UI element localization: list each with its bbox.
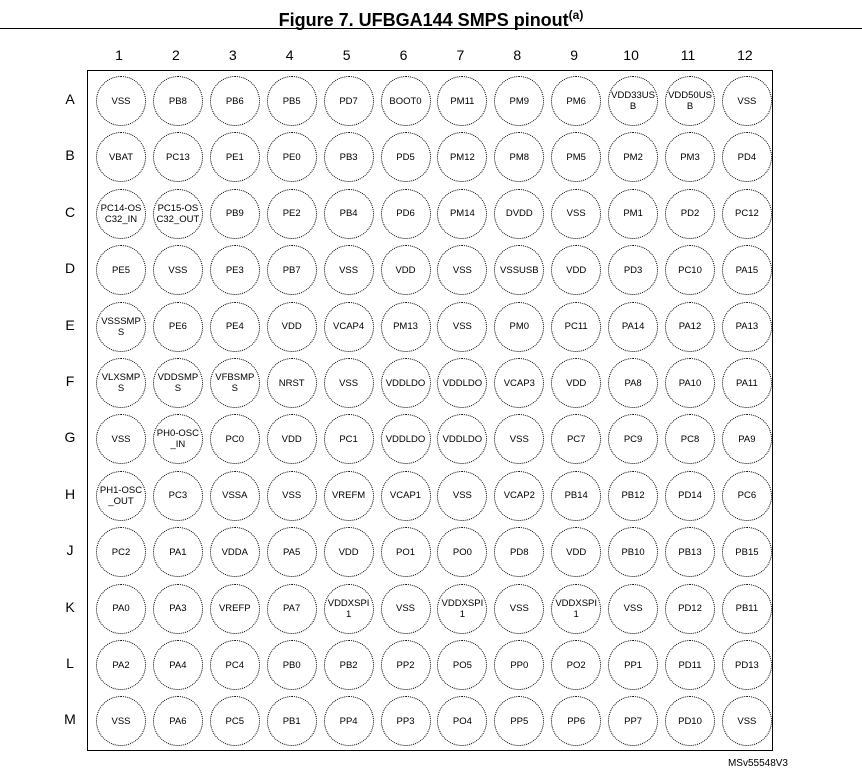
- ball-label: VSS: [737, 95, 757, 107]
- ball-L1: [96, 640, 146, 690]
- ball-label: VDDLDO: [442, 377, 483, 389]
- ball-E3: [210, 302, 260, 352]
- ball-A5: [324, 76, 374, 126]
- row-label-L: L: [66, 655, 74, 671]
- row-label-M: M: [64, 711, 76, 728]
- ball-label: VCAP4: [333, 321, 365, 333]
- ball-label: VLXSMPS: [101, 372, 141, 394]
- ball-F5: [324, 358, 374, 408]
- ball-E9: [551, 302, 601, 352]
- ball-label: PC14-OSC32_IN: [100, 202, 142, 225]
- ball-E11: [665, 302, 715, 352]
- ball-L9: [551, 640, 601, 690]
- ball-C6: [381, 189, 431, 239]
- ball-label: PE3: [225, 264, 244, 276]
- ball-label: PA4: [169, 659, 187, 671]
- ball-A6: [381, 76, 431, 126]
- ball-F11: [665, 358, 715, 408]
- ball-label: PB3: [339, 151, 358, 163]
- row-label-B: B: [65, 147, 75, 164]
- ball-label: VSS: [339, 377, 359, 389]
- ball-label: PC8: [680, 433, 700, 445]
- ball-label: PP3: [396, 715, 415, 727]
- ball-F6: [381, 358, 431, 408]
- ball-label: VSS: [111, 715, 131, 727]
- ball-D2: [153, 245, 203, 295]
- ball-B12: [722, 132, 772, 182]
- ball-J2: [153, 527, 203, 577]
- column-number-12: 12: [737, 47, 753, 63]
- ball-label: PM3: [680, 151, 700, 163]
- ball-label: PD3: [623, 264, 643, 276]
- ball-label: VDD: [395, 264, 416, 276]
- ball-label: VDDXSPI1: [441, 597, 484, 620]
- ball-E5: [324, 302, 374, 352]
- ball-label: PE5: [112, 264, 130, 276]
- ball-D4: [267, 245, 317, 295]
- ball-K3: [210, 584, 260, 634]
- ball-C10: [608, 189, 658, 239]
- ball-K2: [153, 584, 203, 634]
- ball-label: PA12: [678, 321, 702, 333]
- ball-label: PB1: [282, 715, 301, 727]
- ball-C11: [665, 189, 715, 239]
- ball-label: PD6: [396, 208, 415, 220]
- column-number-11: 11: [680, 47, 696, 63]
- ball-label: NRST: [278, 377, 305, 389]
- ball-label: VDD: [566, 377, 587, 389]
- ball-F3: [210, 358, 260, 408]
- ball-label: PP0: [510, 659, 529, 671]
- ball-label: PA15: [735, 264, 759, 276]
- ball-K11: [665, 584, 715, 634]
- ball-label: VSS: [452, 321, 472, 333]
- ball-label: VSS: [395, 603, 415, 615]
- row-label-F: F: [65, 373, 75, 389]
- ball-E7: [437, 302, 487, 352]
- ball-label: PB7: [282, 264, 301, 276]
- ball-label: PM11: [450, 95, 475, 107]
- ball-label: VDDLDO: [385, 433, 426, 445]
- ball-label: PA3: [169, 603, 187, 615]
- ball-H3: [210, 471, 260, 521]
- ball-label: PA5: [283, 546, 301, 558]
- ball-L5: [324, 640, 374, 690]
- column-number-5: 5: [342, 47, 351, 63]
- ball-C7: [437, 189, 487, 239]
- ball-H11: [665, 471, 715, 521]
- ball-L2: [153, 640, 203, 690]
- ball-D3: [210, 245, 260, 295]
- ball-J3: [210, 527, 260, 577]
- ball-E4: [267, 302, 317, 352]
- ball-label: VDDA: [221, 546, 248, 558]
- column-number-2: 2: [171, 47, 180, 63]
- ball-label: PP6: [567, 715, 586, 727]
- ball-label: VDDLDO: [442, 433, 483, 445]
- ball-label: PP5: [510, 715, 529, 727]
- row-label-C: C: [64, 203, 76, 220]
- ball-label: PE1: [225, 151, 244, 163]
- ball-M6: [381, 696, 431, 746]
- ball-label: PD2: [680, 208, 700, 220]
- ball-label: PM14: [449, 208, 475, 220]
- ball-label: PO2: [566, 659, 586, 671]
- ball-label: VSS: [623, 603, 643, 615]
- ball-label: PB14: [564, 490, 588, 502]
- ball-label: VSS: [509, 433, 529, 445]
- ball-label: PB11: [735, 603, 759, 615]
- ball-label: PC7: [566, 433, 586, 445]
- ball-L3: [210, 640, 260, 690]
- ball-label: VBAT: [108, 151, 134, 163]
- ball-label: PA1: [169, 546, 187, 558]
- ball-label: PC9: [623, 433, 643, 445]
- ball-label: PD11: [678, 659, 702, 671]
- ball-label: PA7: [283, 603, 301, 615]
- ball-K5: [324, 584, 374, 634]
- ball-J12: [722, 527, 772, 577]
- ball-label: PM1: [623, 208, 643, 220]
- ball-label: VSSSMPS: [101, 315, 141, 338]
- ball-label: PM12: [449, 151, 475, 163]
- ball-label: PA9: [738, 433, 756, 445]
- ball-label: VDD50USB: [668, 90, 712, 112]
- ball-label: PC4: [225, 659, 245, 671]
- ball-D6: [381, 245, 431, 295]
- ball-label: PA10: [678, 377, 702, 389]
- ball-E12: [722, 302, 772, 352]
- ball-C1: [96, 189, 146, 239]
- ball-label: VSS: [168, 264, 188, 276]
- ball-label: PB10: [621, 546, 645, 558]
- ball-K4: [267, 584, 317, 634]
- ball-H9: [551, 471, 601, 521]
- ball-label: PH1-OSC_OUT: [99, 484, 143, 507]
- ball-label: PB9: [225, 208, 244, 220]
- column-number-1: 1: [115, 47, 123, 63]
- column-number-8: 8: [513, 47, 522, 63]
- ball-label: VFBSMPS: [215, 372, 255, 394]
- ball-label: PC0: [225, 433, 245, 445]
- column-number-3: 3: [228, 47, 237, 63]
- ball-label: PE2: [282, 208, 301, 220]
- figure-reference: MSv55548V3: [727, 758, 788, 769]
- ball-label: PA13: [735, 321, 759, 333]
- row-label-E: E: [65, 316, 75, 333]
- ball-label: PB12: [621, 490, 645, 502]
- ball-label: PB15: [735, 546, 759, 558]
- ball-label: PP1: [624, 659, 643, 671]
- figure-title-text: Figure 7. UFBGA144 SMPS pinout: [278, 10, 569, 30]
- ball-label: VREFP: [218, 603, 251, 615]
- ball-label: PC5: [225, 715, 245, 727]
- ball-label: VDD: [281, 321, 302, 333]
- figure-title: [0, 4, 862, 31]
- ball-E10: [608, 302, 658, 352]
- ball-D5: [324, 245, 374, 295]
- ball-L4: [267, 640, 317, 690]
- ball-label: VDDSMPS: [157, 372, 199, 394]
- ball-D11: [665, 245, 715, 295]
- ball-label: PD14: [678, 490, 702, 502]
- ball-label: VSS: [509, 603, 529, 615]
- ball-label: PB4: [339, 208, 358, 220]
- ball-label: PP7: [624, 715, 643, 727]
- ball-B4: [267, 132, 317, 182]
- ball-label: VREFM: [331, 490, 366, 502]
- ball-J4: [267, 527, 317, 577]
- ball-label: PA14: [621, 321, 645, 333]
- column-number-7: 7: [456, 47, 465, 63]
- ball-label: PC6: [737, 490, 757, 502]
- column-number-6: 6: [399, 47, 408, 63]
- ball-J1: [96, 527, 146, 577]
- ball-label: PE0: [282, 151, 301, 163]
- title-divider: [0, 28, 862, 29]
- ball-G4: [267, 414, 317, 464]
- ball-C2: [153, 189, 203, 239]
- ball-J5: [324, 527, 374, 577]
- ball-label: VDD: [566, 546, 587, 558]
- ball-label: PD13: [735, 659, 759, 671]
- ball-label: VSSA: [222, 490, 248, 502]
- ball-label: PC2: [111, 546, 131, 558]
- ball-C4: [267, 189, 317, 239]
- ball-E8: [494, 302, 544, 352]
- ball-label: PB6: [225, 95, 244, 107]
- ball-L12: [722, 640, 772, 690]
- ball-label: VDD33USB: [611, 90, 655, 112]
- ball-label: PC15-OSC32_OUT: [156, 202, 200, 225]
- ball-H6: [381, 471, 431, 521]
- ball-G12: [722, 414, 772, 464]
- ball-E1: [96, 302, 146, 352]
- ball-A12: [722, 76, 772, 126]
- ball-label: PP2: [396, 659, 415, 671]
- ball-label: PA8: [624, 377, 642, 389]
- ball-label: PO1: [395, 546, 415, 558]
- ball-label: PE4: [225, 321, 244, 333]
- ball-label: PM2: [623, 151, 643, 163]
- ball-K9: [551, 584, 601, 634]
- ball-H4: [267, 471, 317, 521]
- ball-L8: [494, 640, 544, 690]
- ball-label: VDDLDO: [385, 377, 426, 389]
- ball-K12: [722, 584, 772, 634]
- ball-label: PP4: [339, 715, 358, 727]
- ball-label: PD8: [510, 546, 529, 558]
- ball-label: PD12: [678, 603, 702, 615]
- ball-J11: [665, 527, 715, 577]
- row-label-J: J: [66, 542, 74, 559]
- ball-M5: [324, 696, 374, 746]
- ball-M2: [153, 696, 203, 746]
- ball-label: PB13: [678, 546, 702, 558]
- ball-label: PO0: [452, 546, 472, 558]
- ball-H10: [608, 471, 658, 521]
- ball-label: PD4: [737, 151, 757, 163]
- ball-label: PC1: [339, 433, 358, 445]
- ball-F1: [96, 358, 146, 408]
- ball-label: PM8: [509, 151, 530, 163]
- ball-A2: [153, 76, 203, 126]
- ball-A11: [665, 76, 715, 126]
- column-number-10: 10: [623, 47, 639, 63]
- ball-L6: [381, 640, 431, 690]
- figure-title-note: (a): [568, 8, 584, 22]
- ball-M12: [722, 696, 772, 746]
- ball-label: PO4: [452, 715, 472, 727]
- ball-label: VDD: [338, 546, 359, 558]
- ball-label: VCAP2: [503, 490, 535, 502]
- ball-A9: [551, 76, 601, 126]
- ball-B6: [381, 132, 431, 182]
- row-label-A: A: [65, 91, 75, 107]
- ball-label: PB0: [282, 659, 301, 671]
- ball-label: VSS: [452, 490, 472, 502]
- ball-C5: [324, 189, 374, 239]
- ball-F8: [494, 358, 544, 408]
- ball-label: PA0: [112, 603, 130, 615]
- ball-label: PC13: [166, 151, 190, 163]
- ball-label: PC11: [564, 321, 588, 333]
- ball-label: VSSUSB: [500, 264, 539, 276]
- ball-C3: [210, 189, 260, 239]
- ball-G6: [381, 414, 431, 464]
- ball-L11: [665, 640, 715, 690]
- ball-label: VDD: [281, 433, 302, 445]
- ball-label: PB8: [168, 95, 187, 107]
- column-number-9: 9: [570, 47, 579, 63]
- ball-A3: [210, 76, 260, 126]
- ball-D10: [608, 245, 658, 295]
- ball-label: PO5: [452, 659, 472, 671]
- ball-label: VDD: [566, 264, 587, 276]
- ball-L10: [608, 640, 658, 690]
- ball-label: PM5: [566, 151, 586, 163]
- ball-label: PM13: [393, 321, 418, 333]
- ball-K1: [96, 584, 146, 634]
- ball-H8: [494, 471, 544, 521]
- ball-label: VSS: [452, 264, 472, 276]
- ball-F4: [267, 358, 317, 408]
- ball-G3: [210, 414, 260, 464]
- ball-F9: [551, 358, 601, 408]
- ball-label: PA2: [112, 659, 130, 671]
- ball-H12: [722, 471, 772, 521]
- ball-label: PA6: [169, 715, 187, 727]
- ball-label: VCAP3: [503, 377, 535, 389]
- ball-label: PM0: [509, 321, 530, 333]
- ball-label: PB2: [339, 659, 358, 671]
- ball-E6: [381, 302, 431, 352]
- ball-label: VSS: [737, 715, 757, 727]
- ball-label: PM6: [566, 95, 586, 107]
- ball-A10: [608, 76, 658, 126]
- ball-B5: [324, 132, 374, 182]
- ball-A4: [267, 76, 317, 126]
- ball-J6: [381, 527, 431, 577]
- row-label-G: G: [64, 429, 76, 446]
- ball-D1: [96, 245, 146, 295]
- row-label-H: H: [64, 485, 76, 502]
- ball-B2: [153, 132, 203, 182]
- ball-C8: [494, 189, 544, 239]
- ball-M4: [267, 696, 317, 746]
- ball-label: PB5: [282, 95, 301, 107]
- ball-label: PM9: [509, 95, 530, 107]
- ball-D12: [722, 245, 772, 295]
- ball-label: PA11: [735, 377, 758, 389]
- ball-label: PE6: [168, 321, 187, 333]
- ball-E2: [153, 302, 203, 352]
- ball-label: VSS: [111, 433, 131, 445]
- ball-label: VCAP1: [389, 490, 422, 502]
- ball-label: VSS: [339, 264, 359, 276]
- ball-label: DVDD: [505, 208, 533, 220]
- ball-label: PD7: [339, 95, 358, 107]
- ball-J10: [608, 527, 658, 577]
- ball-label: VSS: [566, 208, 586, 220]
- ball-K6: [381, 584, 431, 634]
- ball-H2: [153, 471, 203, 521]
- ball-H7: [437, 471, 487, 521]
- ball-label: VSS: [111, 95, 131, 107]
- ball-B3: [210, 132, 260, 182]
- ball-F12: [722, 358, 772, 408]
- row-label-D: D: [64, 260, 76, 277]
- ball-label: PD10: [678, 715, 702, 727]
- ball-label: VDDXSPI1: [555, 597, 598, 620]
- ball-K10: [608, 584, 658, 634]
- ball-C9: [551, 189, 601, 239]
- ball-label: PC12: [735, 208, 759, 220]
- ball-A1: [96, 76, 146, 126]
- ball-H5: [324, 471, 374, 521]
- ball-label: PH0-OSC_IN: [156, 428, 199, 451]
- row-label-K: K: [65, 598, 75, 615]
- ball-label: VSS: [282, 490, 302, 502]
- ball-A8: [494, 76, 544, 126]
- ball-F2: [153, 358, 203, 408]
- ball-label: VDDXSPI1: [327, 597, 370, 620]
- ball-K7: [437, 584, 487, 634]
- ball-label: PD5: [396, 151, 415, 163]
- ball-label: BOOT0: [389, 95, 422, 107]
- column-number-4: 4: [285, 47, 294, 63]
- ball-C12: [722, 189, 772, 239]
- ball-label: PC10: [678, 264, 702, 276]
- ball-H1: [96, 471, 146, 521]
- ball-G2: [153, 414, 203, 464]
- ball-F10: [608, 358, 658, 408]
- ball-label: PC3: [168, 490, 188, 502]
- ball-K8: [494, 584, 544, 634]
- ball-G5: [324, 414, 374, 464]
- ball-M3: [210, 696, 260, 746]
